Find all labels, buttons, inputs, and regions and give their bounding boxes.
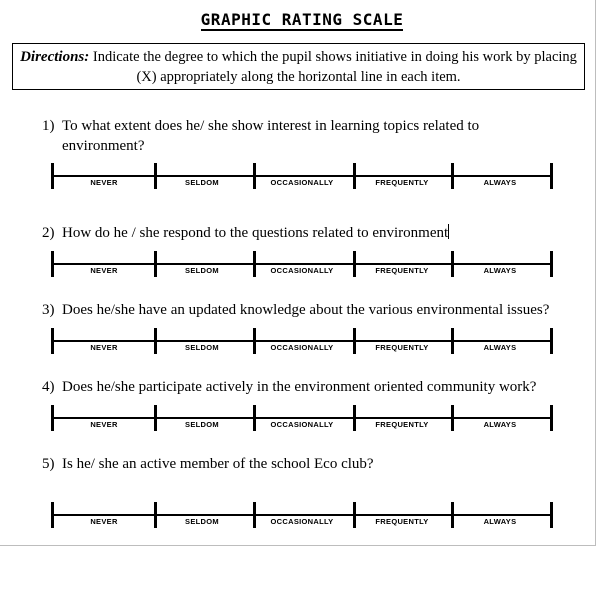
scale-label-never: NEVER: [90, 178, 118, 187]
scale-label-seldom: SELDOM: [185, 517, 219, 526]
directions-label: Directions:: [20, 49, 90, 65]
question-number: 4): [42, 379, 55, 395]
rating-scale-5[interactable]: [52, 502, 552, 528]
scale-tick: [550, 251, 553, 277]
question-text: Does he/she have an updated knowledge about the various environmental issues?: [62, 302, 550, 318]
question-text: Does he/she participate actively in the environment oriented community work?: [62, 379, 537, 395]
question-5: [42, 454, 374, 474]
scale-label-occasionally: OCCASIONALLY: [270, 343, 334, 352]
scale-label-occasionally: OCCASIONALLY: [270, 266, 334, 275]
question-text: To what extent does he/ she show interest in learning topics related to: [62, 118, 480, 134]
scale-label-always: ALWAYS: [483, 178, 517, 187]
scale-label-always: ALWAYS: [483, 266, 517, 275]
directions-box: [12, 43, 585, 90]
directions-text: Indicate the degree to which the pupil shows initiative in doing his work by placing (X) appropriately along the horizontal line in each item.: [92, 49, 577, 85]
scale-label-seldom: SELDOM: [185, 420, 219, 429]
scale-tick: [550, 328, 553, 354]
question-number: 5): [42, 456, 55, 472]
scale-label-occasionally: OCCASIONALLY: [270, 517, 334, 526]
scale-label-always: ALWAYS: [483, 420, 517, 429]
question-text: Is he/ she an active member of the school Eco club?: [62, 456, 374, 472]
question-3: [42, 300, 549, 320]
question-number: 2): [42, 225, 55, 241]
rating-scale-4[interactable]: [52, 405, 552, 431]
question-2: [42, 223, 449, 243]
question-number: 1): [42, 118, 55, 134]
question-4: [42, 377, 536, 397]
scale-label-seldom: SELDOM: [185, 343, 219, 352]
rating-scale-3[interactable]: [52, 328, 552, 354]
scale-label-frequently: FREQUENTLY: [375, 178, 429, 187]
scale-label-never: NEVER: [90, 343, 118, 352]
question-number: 3): [42, 302, 55, 318]
scale-label-never: NEVER: [90, 517, 118, 526]
page-title: GRAPHIC RATING SCALE: [200, 10, 404, 29]
scale-tick: [550, 163, 553, 189]
scale-tick: [550, 405, 553, 431]
scale-line[interactable]: [52, 263, 552, 265]
scale-line[interactable]: [52, 340, 552, 342]
scale-label-seldom: SELDOM: [185, 178, 219, 187]
scale-label-always: ALWAYS: [483, 343, 517, 352]
scale-label-never: NEVER: [90, 266, 118, 275]
scale-label-occasionally: OCCASIONALLY: [270, 420, 334, 429]
question-1: [42, 116, 479, 156]
scale-label-seldom: SELDOM: [185, 266, 219, 275]
rating-scale-1[interactable]: [52, 163, 552, 189]
scale-label-occasionally: OCCASIONALLY: [270, 178, 334, 187]
scale-line[interactable]: [52, 175, 552, 177]
rating-scale-2[interactable]: [52, 251, 552, 277]
text-cursor: [448, 224, 449, 239]
scale-label-frequently: FREQUENTLY: [375, 420, 429, 429]
scale-label-frequently: FREQUENTLY: [375, 266, 429, 275]
question-text-continued: environment?: [62, 138, 145, 154]
question-text: How do he / she respond to the questions related to environment: [62, 225, 449, 241]
scale-line[interactable]: [52, 417, 552, 419]
scale-label-frequently: FREQUENTLY: [375, 517, 429, 526]
scale-label-frequently: FREQUENTLY: [375, 343, 429, 352]
scale-line[interactable]: [52, 514, 552, 516]
scale-label-never: NEVER: [90, 420, 118, 429]
scale-tick: [550, 502, 553, 528]
scale-label-always: ALWAYS: [483, 517, 517, 526]
